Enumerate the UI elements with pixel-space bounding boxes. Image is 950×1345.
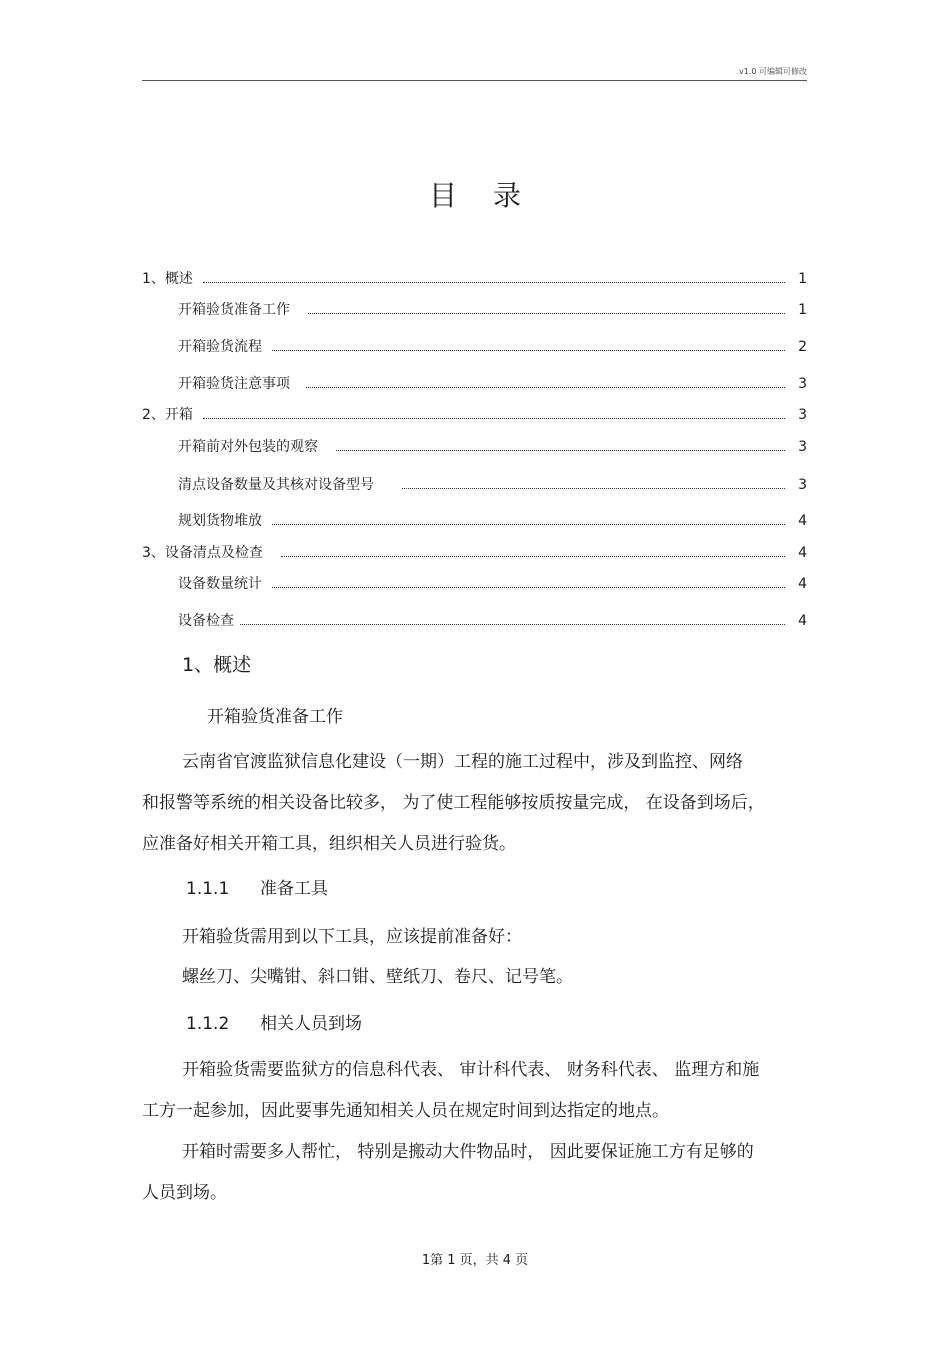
toc-leader-dots [272, 576, 785, 588]
toc-leader-dots [402, 477, 785, 489]
toc-entry[interactable] [178, 336, 807, 356]
paragraph-line: 和报警等系统的相关设备比较多， 为了使工程能够按质按量完成， 在设备到场后， [142, 793, 765, 813]
paragraph-line: 开箱时需要多人帮忙， 特别是搬动大件物品时， 因此要保证施工方有足够的 [182, 1142, 754, 1162]
toc-entry[interactable] [178, 510, 807, 530]
toc-entry-label: 1、概述 [142, 271, 193, 287]
toc-entry[interactable] [178, 610, 807, 630]
header-version: v1.0 可编辑可修改 [739, 67, 807, 76]
paragraph-line: 开箱验货需要监狱方的信息科代表、 审计科代表、 财务科代表、 监理方和施 [182, 1060, 760, 1080]
paragraph-line: 螺丝刀、尖嘴钳、斜口钳、壁纸刀、卷尺、记号笔。 [182, 967, 573, 987]
toc-leader-dots [272, 339, 785, 351]
heading-title: 相关人员到场 [260, 1014, 362, 1034]
toc-entry[interactable] [142, 404, 807, 424]
toc-leader-dots [203, 407, 785, 419]
toc-leader-dots [336, 439, 785, 451]
paragraph-line: 云南省官渡监狱信息化建设（一期）工程的施工过程中，涉及到监控、网络 [182, 752, 743, 772]
toc-entry-label: 设备检查 [178, 613, 234, 629]
toc-entry-label: 规划货物堆放 [178, 513, 262, 529]
toc-entry-page: 3 [798, 477, 807, 493]
toc-entry-label: 设备数量统计 [178, 576, 262, 592]
paragraph-line: 人员到场。 [142, 1183, 227, 1203]
subsection-heading: 开箱验货准备工作 [207, 707, 343, 727]
toc-entry-page: 3 [798, 439, 807, 455]
toc-entry-page: 4 [798, 576, 807, 592]
heading-number: 1.1.1 [186, 879, 230, 899]
heading-number: 1.1.2 [186, 1014, 230, 1034]
page-footer: 1第 1 页，共 4 页 [421, 1253, 529, 1268]
toc-entry-page: 4 [798, 545, 807, 561]
toc-entry[interactable] [142, 542, 807, 562]
toc-leader-dots [281, 545, 785, 557]
toc-entry-label: 开箱前对外包装的观察 [178, 439, 318, 455]
toc-leader-dots [272, 513, 785, 525]
toc-entry-page: 1 [798, 302, 807, 318]
header-rule [142, 80, 807, 81]
toc-leader-dots [240, 613, 785, 625]
toc-entry[interactable] [178, 299, 807, 319]
toc-entry-label: 开箱验货注意事项 [178, 376, 290, 392]
toc-entry-page: 1 [798, 271, 807, 287]
subsubsection-heading [186, 877, 328, 901]
paragraph-line: 开箱验货需用到以下工具，应该提前准备好： [182, 927, 522, 947]
toc-entry-label: 3、设备清点及检查 [142, 545, 263, 561]
toc-entry-page: 4 [798, 513, 807, 529]
toc-leader-dots [203, 271, 785, 283]
toc-entry-label: 开箱验货准备工作 [178, 302, 290, 318]
toc-entry[interactable] [178, 573, 807, 593]
toc-title: 目录 [428, 179, 557, 212]
toc-entry-label: 清点设备数量及其核对设备型号 [178, 477, 374, 493]
subsubsection-heading [186, 1012, 362, 1036]
toc-entry[interactable] [178, 474, 807, 494]
toc-entry-label: 开箱验货流程 [178, 339, 262, 355]
heading-title: 准备工具 [260, 879, 328, 899]
toc-entry[interactable] [142, 268, 807, 288]
toc-entry[interactable] [178, 436, 807, 456]
toc-entry-label: 2、开箱 [142, 407, 193, 423]
toc-entry-page: 4 [798, 613, 807, 629]
toc-leader-dots [308, 302, 785, 314]
section-heading: 1、概述 [182, 654, 252, 676]
paragraph-line: 工方一起参加，因此要事先通知相关人员在规定时间到达指定的地点。 [142, 1101, 669, 1121]
toc-entry-page: 3 [798, 376, 807, 392]
toc-entry[interactable] [178, 373, 807, 393]
paragraph-line: 应准备好相关开箱工具，组织相关人员进行验货。 [142, 834, 516, 854]
toc-leader-dots [306, 376, 785, 388]
toc-entry-page: 3 [798, 407, 807, 423]
toc-entry-page: 2 [798, 339, 807, 355]
